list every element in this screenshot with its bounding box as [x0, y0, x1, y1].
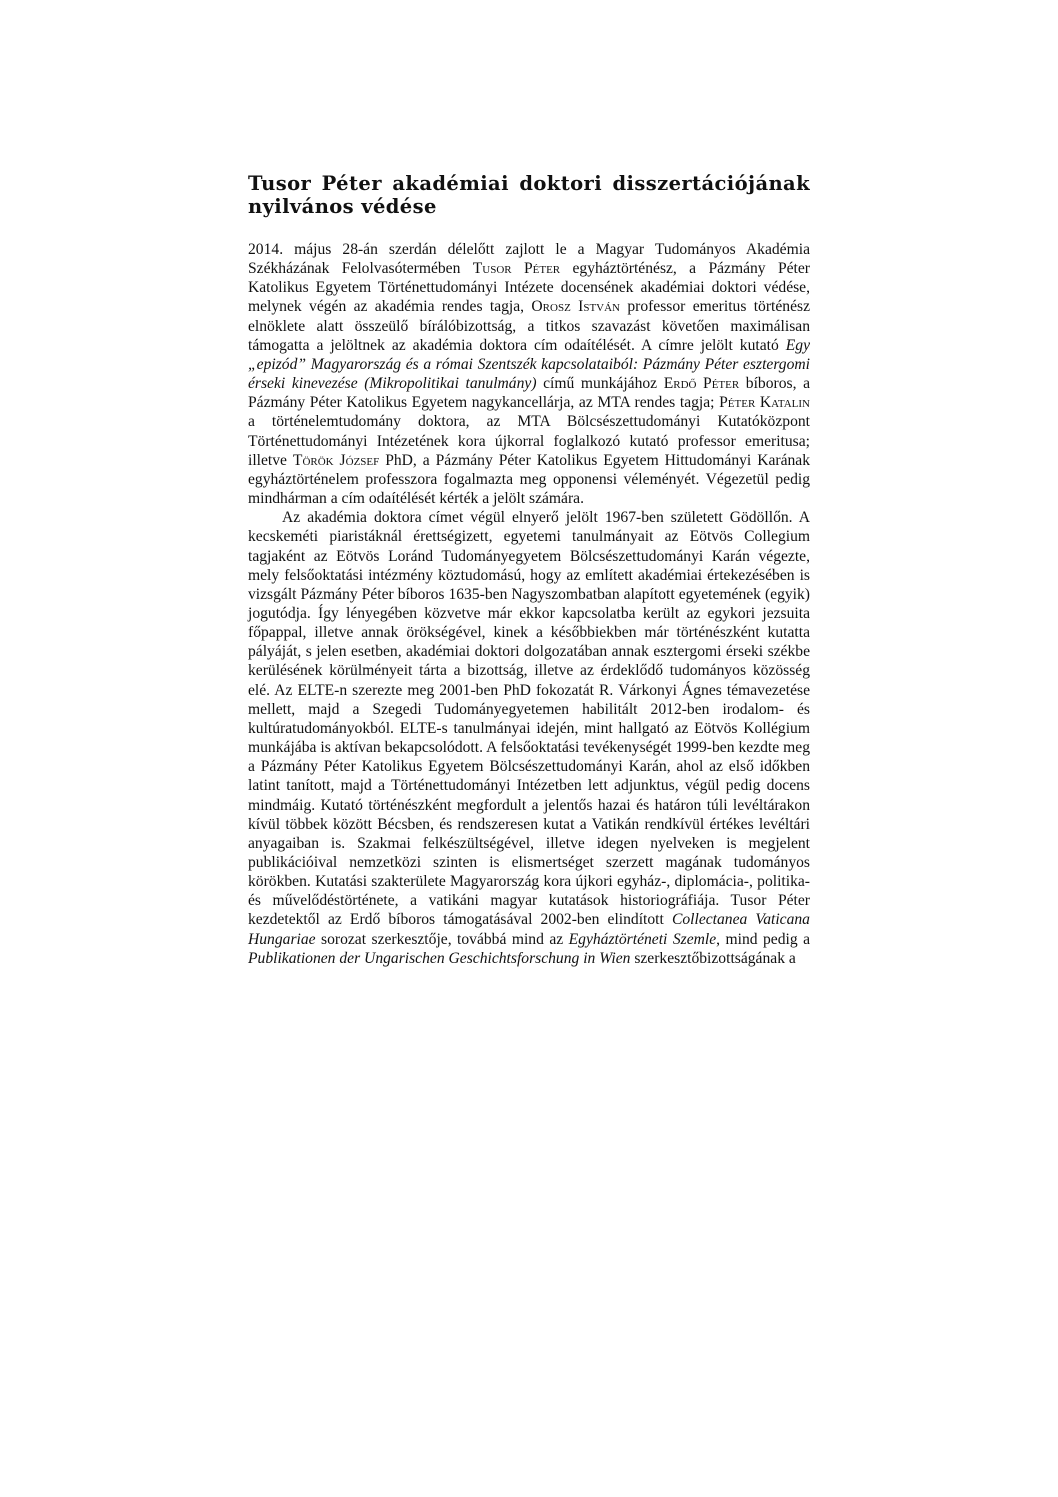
text-run: Az akadémia doktora címet végül elnyerő jelölt 1967-ben született Gödöllőn. A kecskeméti piaristáknál érettségizett, egyetemi tanulmányait az Eötvös Collegium tagjaként az Eötvös Loránd Tudományegyetem Bölcsészettudományi Karán végezte, mely felsőoktatási intézmény köztudomású, hogy az említett akadémiai értekezésében is vizsgált Pázmány Péter bíboros 1635-ben Nagyszombatban alapított egyetemének (egyik) jogutódja. Így lényegében közvetve már ekkor kapcsolatba került az egykori jezsuita főpappal, illetve annak örökségével, kinek a későbbiekben már történészként kutatta pályáját, s jelen esetben, akadémiai doktori dolgozatában annak esztergomi érseki székbe kerülésének körülményeit tárta a bizottság, illetve az érdeklődő tudományos közösség elé. Az ELTE-n szerezte meg 2001-ben PhD fokozatát R. Várkonyi Ágnes témavezetése mellett, majd a Szegedi Tudományegyetemen habilitált 2012-ben irodalom- és kultúratudományokból. ELTE-s tanulmányai idején, mint hallgató az Eötvös Kollégium munkájába is aktívan bekapcsolódott. A felsőoktatási tevékenységét 1999-ben kezdte meg a Pázmány Péter Katolikus Egyetem Bölcsészettudományi Karán, ahol az első időkben latint tanított, majd a Történettudományi Intézetben lett adjunktus, végül pedig docens mindmáig. Kutató történészként megfordult a jelentős hazai és határon túli levéltárakon kívül többek között Bécsben, és rendszeresen kutat a Vatikán rendkívül értékes levéltári anyagaiban is. Szakmai felkészültségével, illetve idegen nyelveken is megjelent publikációival nemzetközi szinten is elismertséget szerzett magának tudományos körökben. Kutatási szakterülete Magyarország kora újkori egyház-, diplomácia-, politika- és művelődéstörténete, a vatikáni magyar kutatások historiográfiája. Tusor Péter kezdetektől az Erdő bíboros támogatásával 2002-ben elindított	[248, 509, 810, 929]
paragraph-1	[248, 240, 810, 508]
text-run: PhD, a Pázmány Péter Katolikus Egyetem Hittudományi Karának egyháztörténelem professzora fogalmazta meg opponensi véleményét. Végezetül pedig mindhárman a cím odaítélését kérték a jelölt számára.	[248, 451, 811, 508]
work-title: Egy „epizód” Magyarország és a római Szentszék kapcsolataiból: Pázmány Péter esztergomi érseki kinevezése (Mikropolitikai tanulmány)	[248, 336, 810, 393]
article	[248, 172, 810, 968]
person-name: Török József	[292, 451, 380, 469]
text-run: professor emeritus történész elnöklete alatt összeülő bírálóbizottság, a titkos szavazást követően maximálisan támogatta a jelöltnek az akadémia doktora cím odaítélését. A címre jelölt kutató	[248, 298, 811, 354]
text-run: a történelemtudomány doktora, az MTA Bölcsészettudományi Kutatóközpont Történettudományi Intézetének kora újkorral foglalkozó kutató professor emeritusa; illetve	[248, 413, 810, 469]
text-run: című munkájához	[536, 375, 664, 393]
person-name: Péter Katalin	[719, 394, 810, 412]
text-run: 2014. május 28-án szerdán délelőtt zajlott le a Magyar Tudományos Akadémia Székházának Felolvasótermében	[248, 241, 810, 278]
series-title: Collectanea Vaticana Hungariae	[248, 911, 810, 948]
person-name: Erdő Péter	[663, 375, 740, 393]
text-run: sorozat szerkesztője, továbbá mind az	[315, 930, 569, 948]
text-run: szerkesztőbizottságának a	[630, 949, 796, 967]
text-run: , mind pedig a	[716, 930, 810, 948]
person-name: Orosz István	[531, 298, 620, 316]
text-run: egyháztörténész, a Pázmány Péter Katolikus Egyetem Történettudományi Intézete docensének akadémiai doktori védése, melynek végén az akadémia rendes tagja,	[248, 260, 810, 316]
person-name: Tusor Péter	[472, 260, 561, 278]
paragraph-2	[248, 508, 810, 968]
journal-title: Egyháztörténeti Szemle	[568, 930, 717, 948]
article-title: Tusor Péter akadémiai doktori disszertációjának nyilvános védése	[248, 172, 810, 218]
text-run: bíboros, a Pázmány Péter Katolikus Egyetem nagykancellárja, az MTA rendes tagja;	[248, 375, 810, 412]
journal-title: Publikationen der Ungarischen Geschichtsforschung in Wien	[248, 949, 631, 967]
